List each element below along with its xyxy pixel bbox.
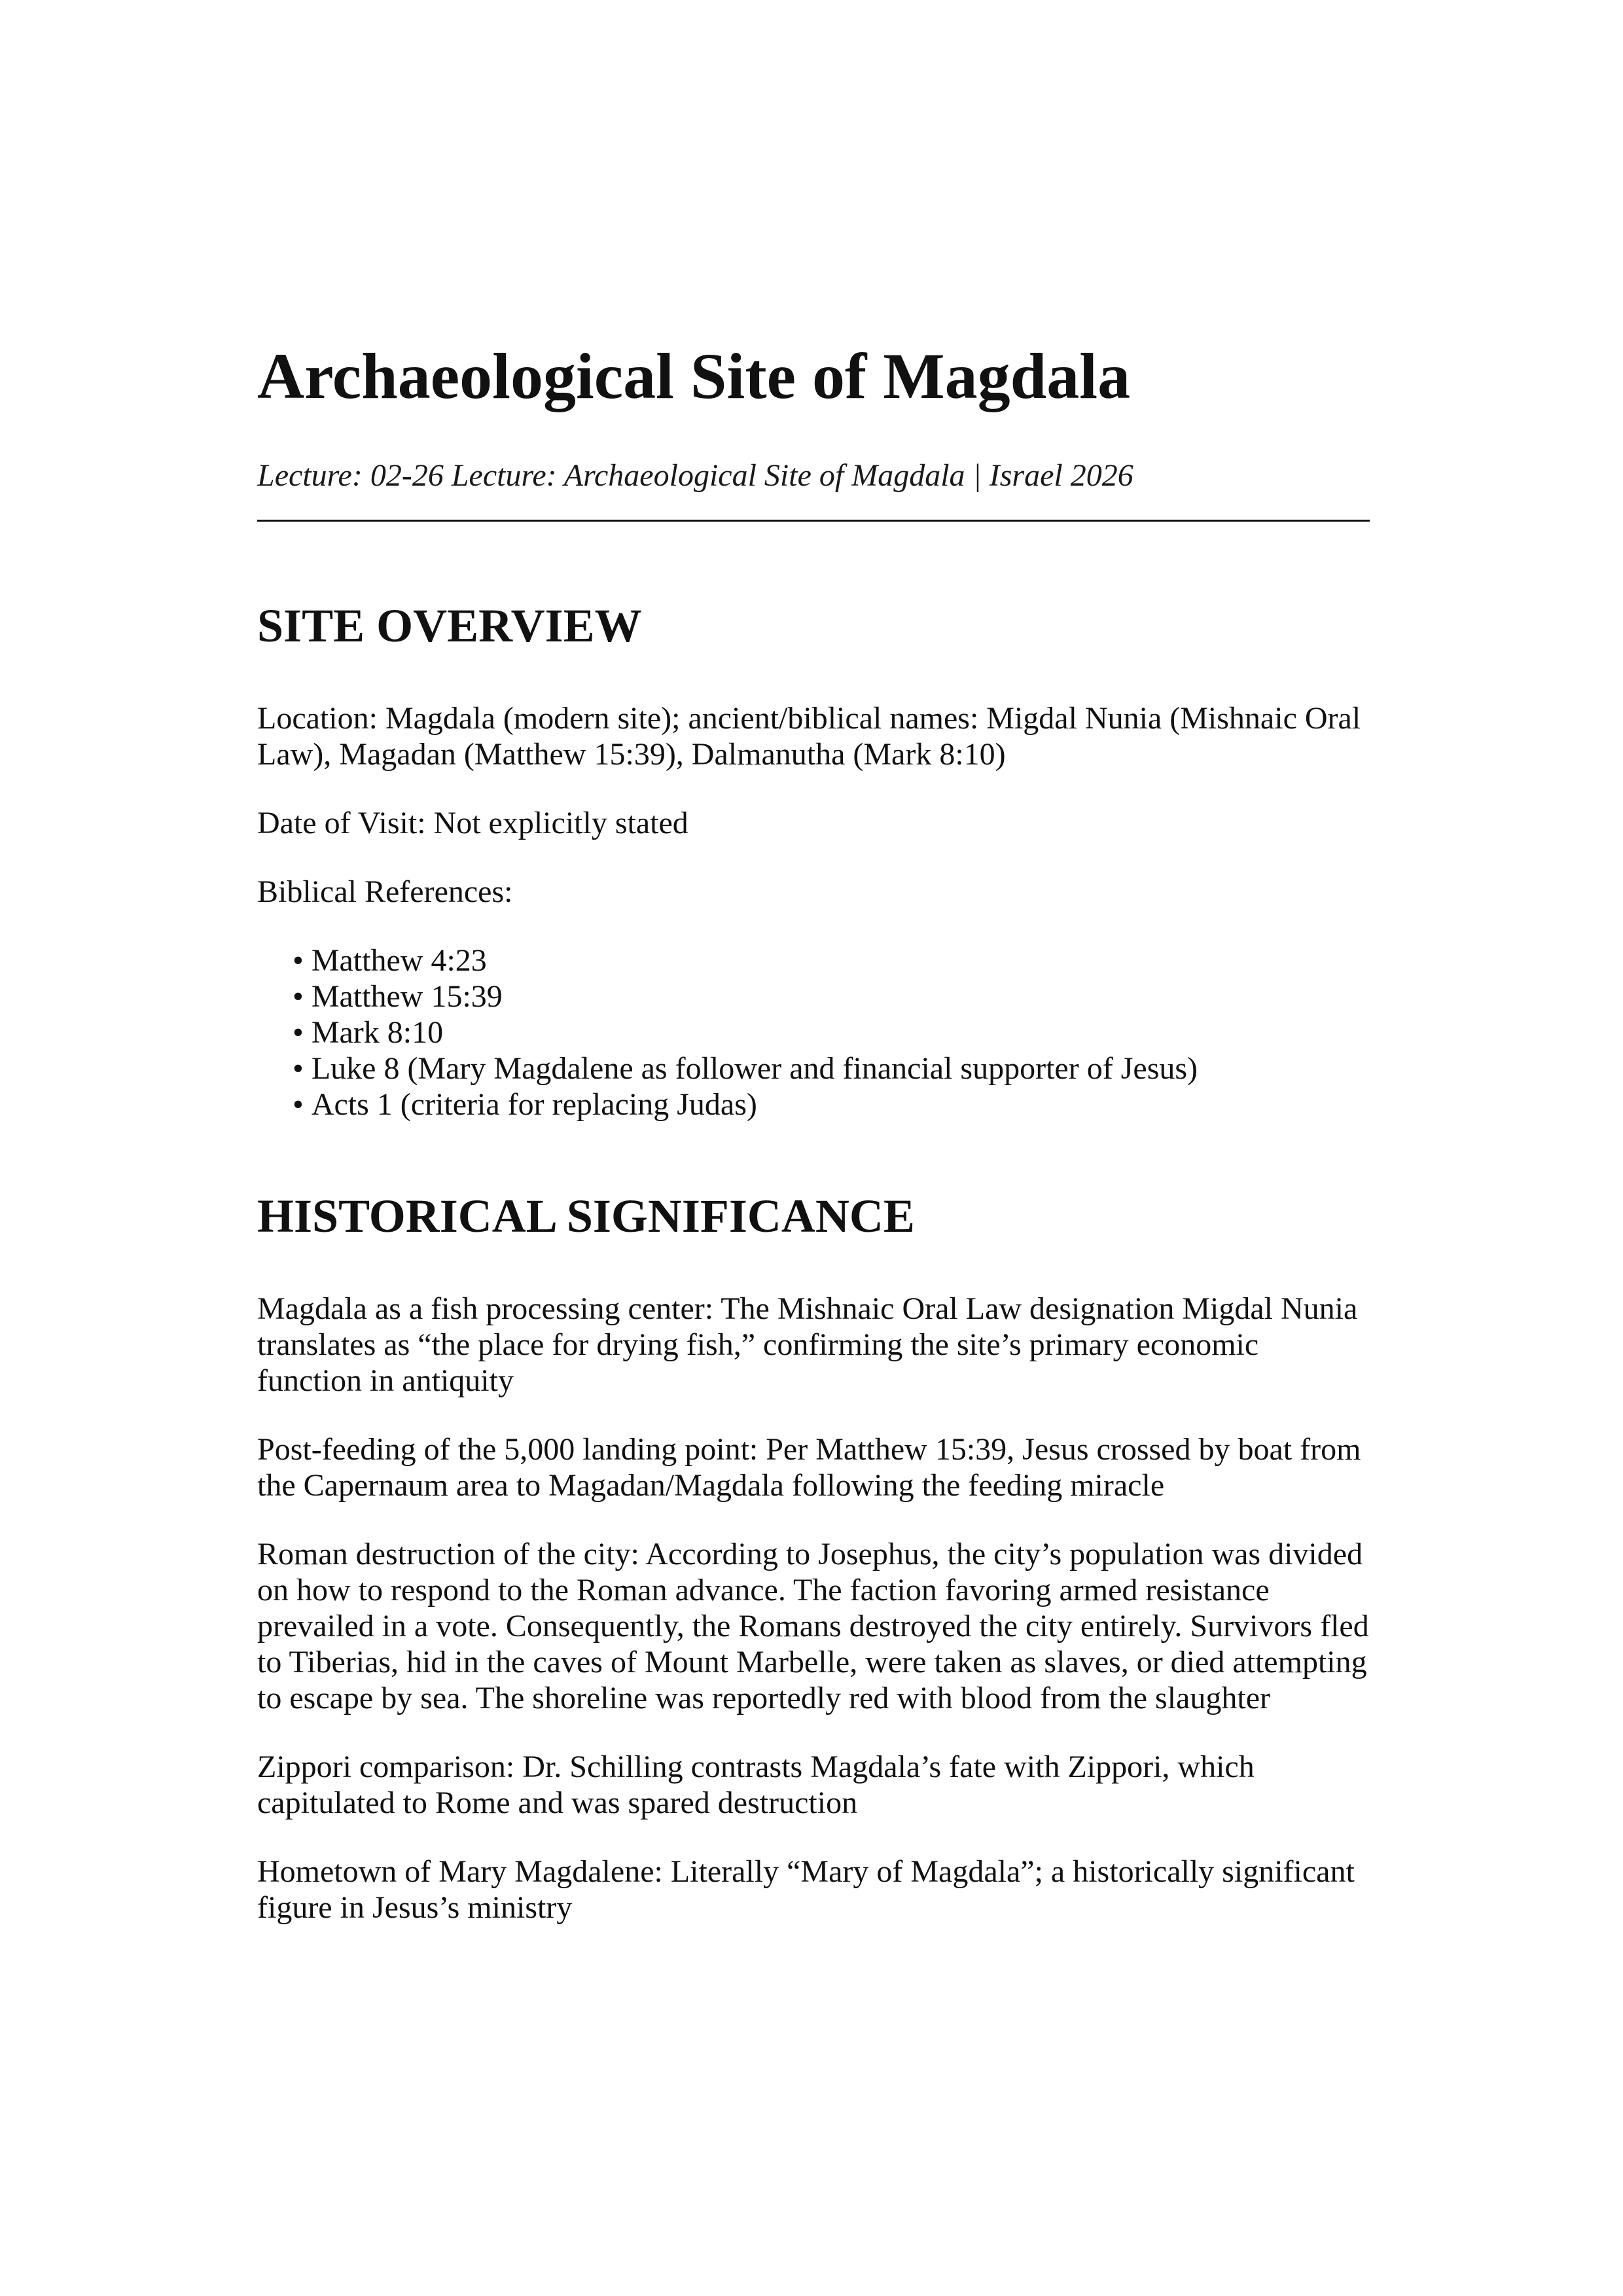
mary-magdalene-paragraph: Hometown of Mary Magdalene: Literally “Mary of Magdala”; a historically significant figure in Jesus’s ministry [257, 1854, 1355, 1925]
list-item: • Luke 8 (Mary Magdalene as follower and financial supporter of Jesus) [293, 1050, 1370, 1086]
historical-significance-section [257, 1191, 1370, 1926]
document-page [257, 340, 1370, 1926]
list-item: • Mark 8:10 [293, 1014, 1370, 1050]
site-overview-section [257, 600, 1370, 1122]
date-of-visit-paragraph: Date of Visit: Not explicitly stated [257, 805, 688, 840]
roman-destruction-paragraph: Roman destruction of the city: According to Josephus, the city’s population was divided on how to respond to the Roman advance. The faction favoring armed resistance prevailed in a vote. Consequently, the Romans destroyed the city entirely. Survivors fled to Tiberias, hid in the caves of Mount Marbelle, were taken as slaves, or died attempting to escape by sea. The shoreline was reportedly red with blood from the slaughter [257, 1536, 1369, 1715]
page-title: Archaeological Site of Magdala [257, 340, 1131, 412]
landing-point-paragraph: Post-feeding of the 5,000 landing point: Per Matthew 15:39, Jesus crossed by boat from the Capernaum area to Magadan/Magdala following the feeding miracle [257, 1431, 1361, 1503]
lecture-subtitle: Lecture: 02-26 Lecture: Archaeological Site of Magdala | Israel 2026 [257, 458, 1133, 493]
biblical-references-list [293, 942, 1370, 1122]
fish-processing-paragraph: Magdala as a fish processing center: The Mishnaic Oral Law designation Migdal Nunia translates as “the place for drying fish,” confirming the site’s primary economic function in antiquity [257, 1291, 1358, 1398]
biblical-references-label: Biblical References: [257, 874, 513, 909]
list-item: • Acts 1 (criteria for replacing Judas) [293, 1086, 1370, 1122]
site-overview-heading: SITE OVERVIEW [257, 599, 642, 652]
historical-significance-heading: HISTORICAL SIGNIFICANCE [257, 1189, 915, 1242]
list-item: • Matthew 15:39 [293, 978, 1370, 1014]
location-paragraph: Location: Magdala (modern site); ancient/biblical names: Migdal Nunia (Mishnaic Oral Law), Magadan (Matthew 15:39), Dalmanutha (Mark 8:10) [257, 700, 1361, 772]
zippori-comparison-paragraph: Zippori comparison: Dr. Schilling contrasts Magdala’s fate with Zippori, which capitulated to Rome and was spared destruction [257, 1749, 1255, 1820]
list-item: • Matthew 4:23 [293, 942, 1370, 978]
title-divider [257, 520, 1370, 522]
